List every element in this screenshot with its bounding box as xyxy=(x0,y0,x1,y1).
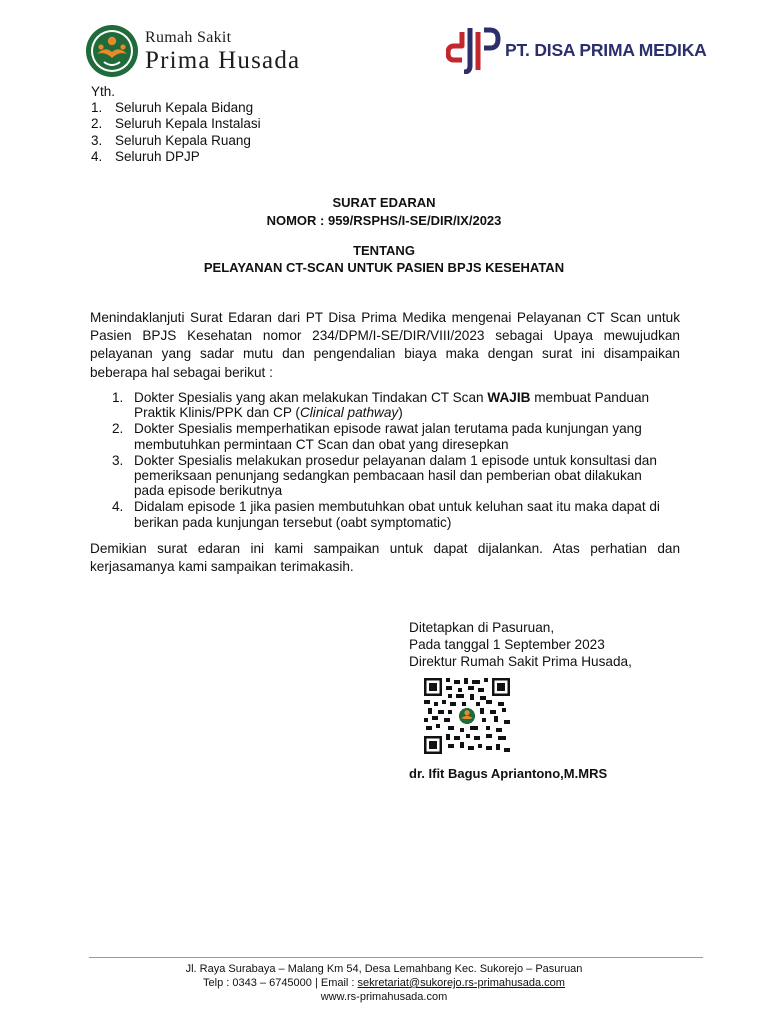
signer-name: dr. Ifit Bagus Apriantono,M.MRS xyxy=(409,766,608,781)
salutation: Yth. xyxy=(91,84,116,99)
subject-title: PELAYANAN CT-SCAN UNTUK PASIEN BPJS KESEHATAN xyxy=(203,260,565,275)
hospital-header xyxy=(85,24,300,78)
footer-email-link[interactable]: sekretariat@sukorejo.rs-primahusada.com xyxy=(357,977,565,989)
footer-divider xyxy=(89,957,703,958)
signature-position: Direktur Rumah Sakit Prima Husada, xyxy=(409,654,632,669)
document-title: SURAT EDARAN xyxy=(332,195,436,210)
hospital-logo-icon xyxy=(85,24,139,78)
instruction-list xyxy=(112,390,670,531)
partner-header xyxy=(446,26,707,74)
list-item: 4. Seluruh DPJP xyxy=(91,148,200,164)
list-item: 3. Dokter Spesialis melakukan prosedur pelayanan dalam 1 episode untuk konsultasi dan pemeriksaan penunjang sedangkan pembacaan hasil dan pemberian obat dilakukan pada episode berikutnya xyxy=(112,452,657,499)
disa-logo-icon xyxy=(446,26,501,74)
intro-paragraph: Menindaklanjuti Surat Edaran dari PT Disa Prima Medika mengenai Pelayanan CT Scan untuk Pasien BPJS Kesehatan nomor 234/DPM/I-SE/DIR/VIII/2023 sebagai Upaya mewujudkan pelayanan yang sadar mutu dan pengendalian biaya maka dengan surat ini disampaikan beberapa hal sebagai berikut : xyxy=(90,310,680,380)
list-item: 1. Dokter Spesialis yang akan melakukan Tindakan CT Scan WAJIB membuat Panduan Praktik Klinis/PPK dan CP (Clinical pathway) xyxy=(112,390,650,421)
subject-label: TENTANG xyxy=(353,243,415,258)
signature-date: Pada tanggal 1 September 2023 xyxy=(409,637,605,652)
recipient-list xyxy=(91,100,261,165)
hospital-name-small: Rumah Sakit xyxy=(145,28,232,46)
list-item: 2. Seluruh Kepala Instalasi xyxy=(91,116,261,132)
partner-name: PT. DISA PRIMA MEDIKA xyxy=(505,39,707,60)
closing-paragraph: Demikian surat edaran ini kami sampaikan untuk dapat dijalankan. Atas perhatian dan kerjasamanya kami sampaikan terimakasih. xyxy=(90,541,680,575)
list-item: 1. Seluruh Kepala Bidang xyxy=(91,100,254,115)
document-number: NOMOR : 959/RSPHS/I-SE/DIR/IX/2023 xyxy=(266,213,502,228)
footer-website: www.rs-primahusada.com xyxy=(320,991,448,1003)
signature-place: Ditetapkan di Pasuruan, xyxy=(409,620,555,635)
list-item: 2. Dokter Spesialis memperhatikan episode rawat jalan terutama pada kunjungan yang membutuhkan permintaan CT Scan dan obat yang diresepkan xyxy=(112,421,642,452)
footer-contact: Telp : 0343 – 6745000 | Email : sekretariat@sukorejo.rs-primahusada.com xyxy=(203,977,565,989)
list-item: 4. Didalam episode 1 jika pasien membutuhkan obat untuk keluhan saat itu maka dapat di berikan pada kunjungan tersebut (oabt symptomatic) xyxy=(112,499,660,530)
list-item: 3. Seluruh Kepala Ruang xyxy=(91,132,251,148)
qr-code-icon xyxy=(424,678,510,754)
hospital-name-large: Prima Husada xyxy=(145,46,301,74)
footer-address: Jl. Raya Surabaya – Malang Km 54, Desa Lemahbang Kec. Sukorejo – Pasuruan xyxy=(185,963,583,975)
